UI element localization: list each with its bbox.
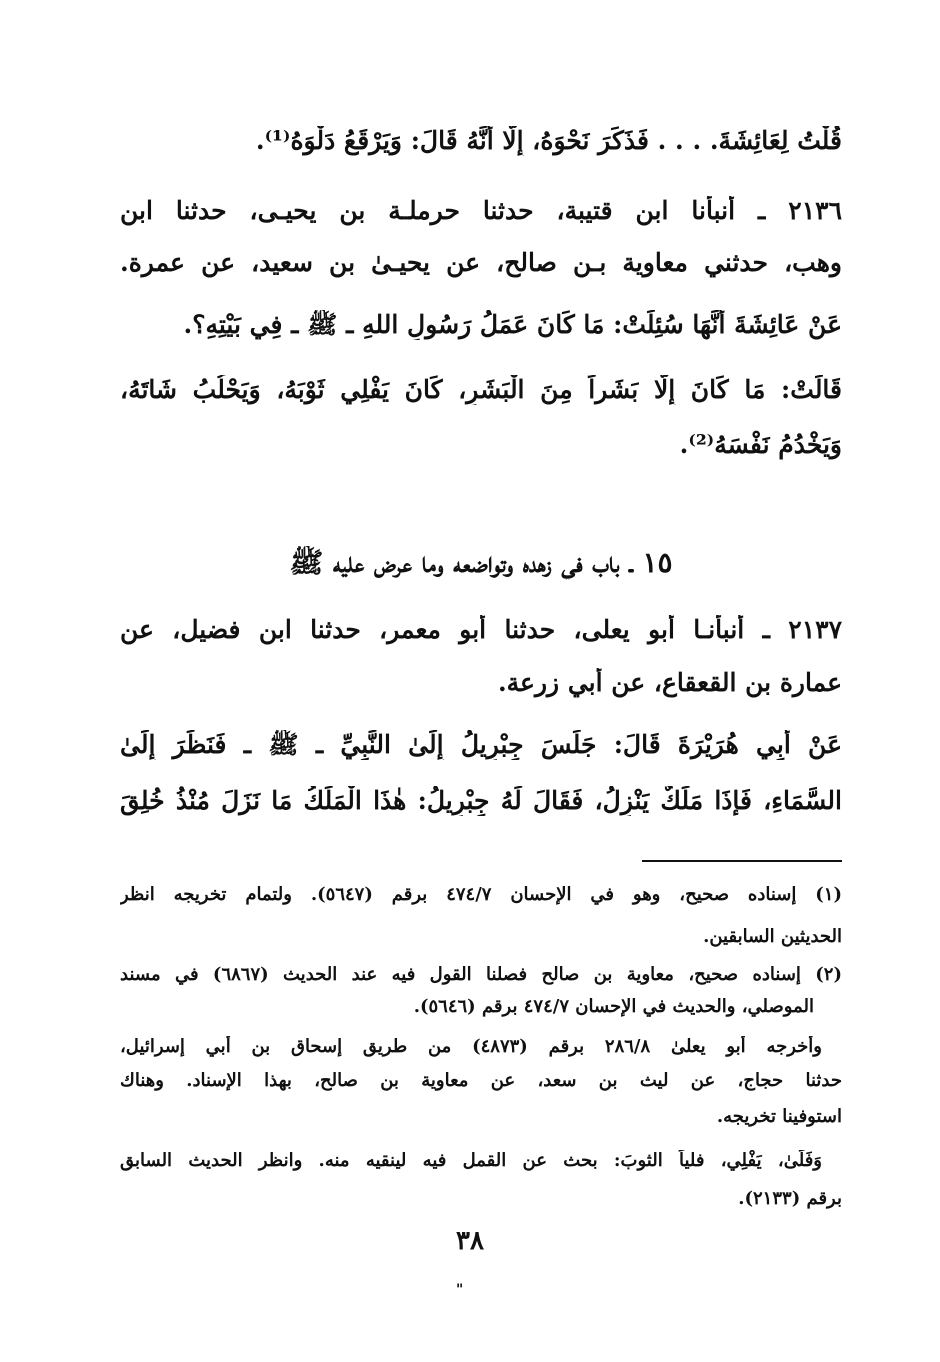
footnote-2-line-2: الموصلي، والحديث في الإحسان ٤٧٤/٧ برقم (٥٦٤٦). bbox=[413, 996, 814, 1017]
text-line-1: قُلْتُ لِعَائِشَةَ. . . . فَذَكَرَ نَحْوَهُ، إِلَّا أَنَّهُ قَالَ: وَيَرْقَعُ دَلْوَهُ⁽¹⁾. bbox=[255, 126, 842, 155]
footnote-2-line-7: برقم (٢١٣٣). bbox=[738, 1188, 842, 1209]
hadith-2136-text-line-1: عَنْ عَائِشَةَ أَنَّهَا سُئِلَتْ: مَا كَانَ عَمَلُ رَسُولِ اللهِ ـ ﷺ ـ فِي بَيْتِهِ؟. bbox=[183, 310, 842, 339]
page-number: ٣٨ bbox=[456, 1226, 484, 1256]
footnote-divider bbox=[642, 860, 842, 862]
hadith-2136-text-line-2: قَالَتْ: مَا كَانَ إِلَّا بَشَراً مِنَ الْبَشَرِ، كَانَ يَفْلِي ثَوْبَهُ، وَيَحْلُبُ شَاتَهُ، bbox=[120, 375, 842, 404]
footnote-2-line-6: وَفَلَىٰ، يَفْلِي، فلياً الثوبَ: بحث عن القمل فيه لينقيه منه. وانظر الحديث السابق bbox=[120, 1150, 822, 1171]
hadith-2137-line-1: ٢١٣٧ ـ أنبأنـا أبو يعلى، حدثنا أبو معمر، حدثنا ابن فضيل، عن bbox=[120, 615, 842, 644]
print-speck: " bbox=[456, 1282, 464, 1298]
hadith-2136-text-line-3: وَيَخْدُمُ نَفْسَهُ⁽²⁾. bbox=[679, 430, 842, 459]
hadith-2136-line-1: ٢١٣٦ ـ أنبأنا ابن قتيبة، حدثنا حرملـة بن يحيـى، حدثنا ابن bbox=[120, 196, 842, 225]
footnote-2-line-5: استوفينا تخريجه. bbox=[716, 1106, 842, 1127]
footnote-2-line-3: وأخرجه أبو يعلىٰ ٢٨٦/٨ برقم (٤٨٧٣) من طريق إسحاق بن أبي إسرائيل، bbox=[120, 1036, 822, 1057]
footnote-2-line-1: (٢) إسناده صحيح، معاوية بن صالح فصلنا القول فيه عند الحديث (٦٨٦٧) في مسند bbox=[120, 964, 842, 985]
hadith-2137-line-2: عمارة بن القعقاع، عن أبي زرعة. bbox=[497, 668, 842, 697]
hadith-2137-text-line-1: عَنْ أَبِي هُرَيْرَةَ قَالَ: جَلَسَ جِبْرِيلُ إِلَىٰ النَّبِيِّ ـ ﷺ ـ فَنَظَرَ إِلَىٰ bbox=[120, 730, 842, 759]
hadith-2137-text-line-2: السَّمَاءِ، فَإِذَا مَلَكٌ يَنْزِلُ، فَقَالَ لَهُ جِبْرِيلُ: هٰذَا الْمَلَكُ مَا نَزَلَ مُنْذُ خُلِقَ bbox=[120, 786, 842, 815]
footnote-1-line-1: (١) إسناده صحيح، وهو في الإحسان ٤٧٤/٧ برقم (٥٦٤٧). ولتمام تخريجه انظر bbox=[120, 884, 842, 905]
hadith-2136-line-2: وهب، حدثني معاوية بـن صالح، عن يحيـىٰ بن سعيد، عن عمرة. bbox=[120, 248, 842, 277]
chapter-heading: ١٥ ـ باب في زهده وتواضعه وما عرض عليه ﷺ bbox=[289, 546, 673, 579]
footnote-1-line-2: الحديثين السابقين. bbox=[703, 926, 842, 947]
footnote-2-line-4: حدثنا حجاج، عن ليث بن سعد، عن معاوية بن صالح، بهذا الإسناد. وهناك bbox=[120, 1070, 842, 1091]
